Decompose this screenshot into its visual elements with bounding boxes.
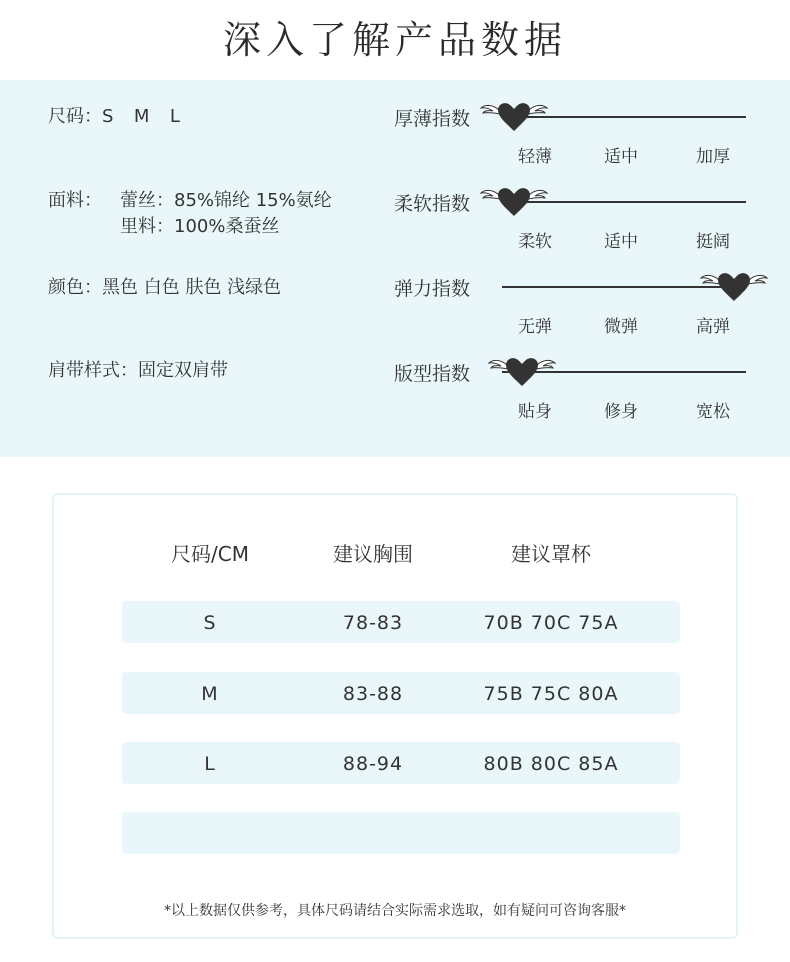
index-label: 加厚 [696, 147, 730, 167]
index-name: 版型指数 [394, 363, 471, 385]
spec-fabric-value-1: 蕾丝：85%锦纶 15%氨纶 [120, 190, 332, 211]
spec-size [48, 104, 183, 130]
index-label: 修身 [604, 402, 638, 422]
table-header-cup: 建议罩杯 [511, 542, 591, 566]
page-title: 深入了解产品数据 [222, 18, 567, 62]
table-cell-cup: 80B 80C 85A [483, 753, 619, 775]
table-cell-size: L [204, 753, 216, 775]
index-label: 挺阔 [696, 232, 730, 252]
table-cell-cup: 70B 70C 75A [483, 612, 619, 634]
table-cell-bust: 88-94 [342, 753, 404, 775]
spec-strap-value: 固定双肩带 [138, 360, 228, 381]
index-label: 贴身 [518, 402, 552, 422]
table-header-size: 尺码/CM [171, 542, 249, 566]
winged-heart-icon [700, 269, 768, 303]
spec-fabric-value-2: 里料：100%桑蚕丝 [120, 216, 280, 237]
table-header-bust: 建议胸围 [333, 542, 413, 566]
table-cell-bust: 83-88 [342, 683, 404, 705]
winged-heart-icon [480, 99, 548, 133]
table-row-empty [122, 812, 680, 854]
spec-size-label: 尺码： [48, 106, 102, 127]
index-label: 高弹 [696, 317, 730, 337]
index-label: 微弹 [604, 317, 638, 337]
spec-color [48, 275, 281, 301]
index-name: 柔软指数 [394, 193, 471, 215]
spec-panel [0, 80, 790, 457]
spec-fabric-label: 面料： [48, 190, 102, 211]
index-label: 适中 [604, 147, 638, 167]
spec-strap [48, 358, 228, 384]
size-note: *以上数据仅供参考，具体尺码请结合实际需求选取，如有疑问可咨询客服* [164, 903, 626, 919]
table-cell-size: S [203, 612, 217, 634]
index-label: 宽松 [696, 402, 730, 422]
spec-color-value: 黑色 白色 肤色 浅绿色 [102, 277, 282, 298]
spec-fabric [48, 188, 332, 240]
spec-strap-label: 肩带样式： [48, 360, 138, 381]
index-label: 适中 [604, 232, 638, 252]
spec-size-value: S M L [102, 106, 183, 127]
index-label: 柔软 [518, 232, 552, 252]
table-cell-bust: 78-83 [342, 612, 404, 634]
index-label: 轻薄 [518, 147, 552, 167]
spec-color-label: 颜色： [48, 277, 102, 298]
index-name: 弹力指数 [394, 278, 471, 300]
table-cell-cup: 75B 75C 80A [483, 683, 619, 705]
winged-heart-icon [488, 354, 556, 388]
winged-heart-icon [480, 184, 548, 218]
index-label: 无弹 [518, 317, 552, 337]
index-name: 厚薄指数 [394, 108, 471, 130]
table-cell-size: M [201, 683, 219, 705]
